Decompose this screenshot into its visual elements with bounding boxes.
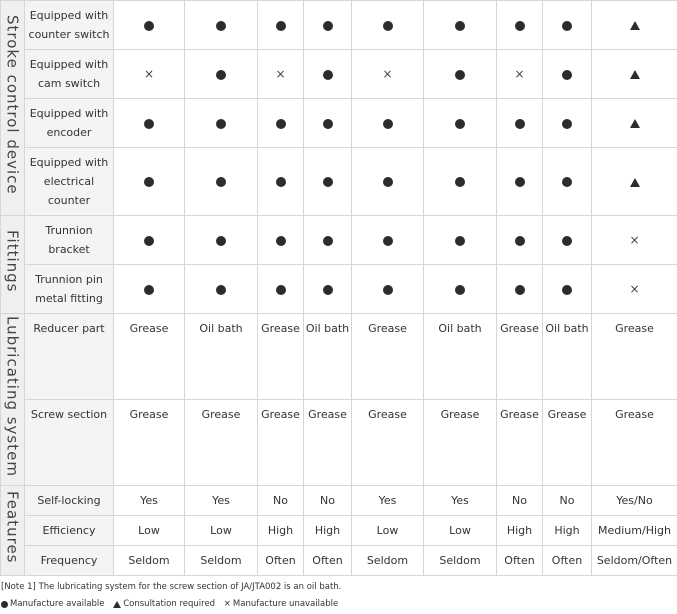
value-cell: Often [543, 546, 592, 576]
dot-icon [216, 119, 226, 129]
dot-icon [562, 21, 572, 31]
legend-available: Manufacture available [10, 599, 105, 609]
table-row [1, 50, 677, 99]
available-cell [258, 1, 304, 50]
table-row [1, 99, 677, 148]
available-cell [352, 265, 424, 314]
cross-icon: × [143, 66, 155, 81]
category-lubricating-system: Lubricating system [1, 314, 25, 486]
dot-icon [383, 177, 393, 187]
value-cell: Grease [258, 400, 304, 486]
table-row [1, 1, 677, 50]
value-cell: High [497, 516, 543, 546]
dot-icon [216, 236, 226, 246]
value-cell: Low [114, 516, 185, 546]
dot-icon [383, 119, 393, 129]
dot-icon [455, 285, 465, 295]
triangle-icon [630, 119, 640, 128]
dot-icon [323, 21, 333, 31]
value-cell: No [304, 486, 352, 516]
value-cell: Oil bath [185, 314, 258, 400]
legend-unavailable: Manufacture unavailable [232, 599, 339, 609]
dot-icon [1, 601, 8, 608]
unavailable-cell [258, 50, 304, 99]
dot-icon [323, 285, 333, 295]
dot-icon [515, 119, 525, 129]
table-row [1, 400, 677, 486]
available-cell [543, 99, 592, 148]
table-row [1, 486, 677, 516]
cross-icon: × [514, 66, 525, 81]
available-cell [352, 99, 424, 148]
table-row [1, 216, 677, 265]
value-cell: Yes [424, 486, 497, 516]
value-cell: High [543, 516, 592, 546]
available-cell [185, 99, 258, 148]
value-cell: Seldom [424, 546, 497, 576]
value-cell: Oil bath [304, 314, 352, 400]
available-cell [424, 50, 497, 99]
available-cell [352, 148, 424, 216]
dot-icon [515, 21, 525, 31]
available-cell [543, 148, 592, 216]
cross-icon: × [223, 599, 231, 609]
row-label: Equipped with encoder [25, 99, 114, 148]
dot-icon [562, 236, 572, 246]
legend [1, 599, 338, 610]
table-row [1, 148, 677, 216]
available-cell [424, 99, 497, 148]
dot-icon [276, 236, 286, 246]
dot-icon [276, 285, 286, 295]
dot-icon [216, 21, 226, 31]
cross-icon: × [629, 232, 640, 247]
dot-icon [276, 177, 286, 187]
available-cell [543, 1, 592, 50]
available-cell [258, 148, 304, 216]
dot-icon [515, 285, 525, 295]
available-cell [352, 1, 424, 50]
available-cell [185, 148, 258, 216]
value-cell: Low [424, 516, 497, 546]
value-cell: Yes [185, 486, 258, 516]
dot-icon [562, 70, 572, 80]
value-cell: Oil bath [424, 314, 497, 400]
available-cell [258, 265, 304, 314]
row-label: Equipped with cam switch [25, 50, 114, 99]
value-cell: Low [185, 516, 258, 546]
dot-icon [455, 119, 465, 129]
row-label: Self-locking [25, 486, 114, 516]
available-cell [114, 216, 185, 265]
triangle-icon [630, 21, 640, 30]
value-cell: Grease [114, 314, 185, 400]
dot-icon [144, 236, 154, 246]
value-cell: Seldom [114, 546, 185, 576]
available-cell [543, 265, 592, 314]
consultation-cell [592, 50, 677, 99]
value-cell: Yes [114, 486, 185, 516]
unavailable-cell [352, 50, 424, 99]
value-cell: Grease [424, 400, 497, 486]
value-cell: Grease [592, 314, 677, 400]
table-row [1, 516, 677, 546]
dot-icon [562, 177, 572, 187]
value-cell: Grease [304, 400, 352, 486]
triangle-icon [630, 70, 640, 79]
unavailable-cell [592, 216, 677, 265]
dot-icon [323, 236, 333, 246]
available-cell [304, 50, 352, 99]
value-cell: Often [497, 546, 543, 576]
dot-icon [276, 119, 286, 129]
dot-icon [144, 177, 154, 187]
value-cell: Seldom [352, 546, 424, 576]
dot-icon [144, 119, 154, 129]
dot-icon [216, 285, 226, 295]
dot-icon [323, 177, 333, 187]
row-label: Reducer part [25, 314, 114, 400]
category-features: Features [1, 486, 25, 576]
available-cell [543, 50, 592, 99]
value-cell: Grease [543, 400, 592, 486]
available-cell [258, 216, 304, 265]
available-cell [424, 265, 497, 314]
dot-icon [455, 70, 465, 80]
value-cell: Seldom/Often [592, 546, 677, 576]
dot-icon [144, 21, 154, 31]
dot-icon [144, 285, 154, 295]
row-label: Trunnion pin metal fitting [25, 265, 114, 314]
available-cell [114, 265, 185, 314]
dot-icon [562, 285, 572, 295]
available-cell [114, 1, 185, 50]
available-cell [497, 1, 543, 50]
value-cell: Yes/No [592, 486, 677, 516]
available-cell [424, 1, 497, 50]
available-cell [543, 216, 592, 265]
value-cell: Grease [497, 400, 543, 486]
value-cell: Grease [592, 400, 677, 486]
row-label: Efficiency [25, 516, 114, 546]
consultation-cell [592, 148, 677, 216]
unavailable-cell [497, 50, 543, 99]
available-cell [304, 99, 352, 148]
available-cell [304, 1, 352, 50]
category-fittings: Fittings [1, 216, 25, 314]
available-cell [497, 216, 543, 265]
value-cell: No [258, 486, 304, 516]
triangle-icon [113, 601, 121, 608]
dot-icon [216, 70, 226, 80]
dot-icon [216, 177, 226, 187]
available-cell [114, 99, 185, 148]
row-label: Screw section [25, 400, 114, 486]
available-cell [497, 148, 543, 216]
unavailable-cell [114, 50, 185, 99]
value-cell: Yes [352, 486, 424, 516]
row-label: Equipped with electrical counter [25, 148, 114, 216]
table-row [1, 314, 677, 400]
available-cell [258, 99, 304, 148]
value-cell: Grease [258, 314, 304, 400]
dot-icon [383, 21, 393, 31]
available-cell [497, 99, 543, 148]
dot-icon [323, 70, 333, 80]
dot-icon [455, 177, 465, 187]
available-cell [185, 50, 258, 99]
available-cell [114, 148, 185, 216]
available-cell [185, 216, 258, 265]
value-cell: Medium/High [592, 516, 677, 546]
dot-icon [455, 236, 465, 246]
dot-icon [455, 21, 465, 31]
value-cell: Grease [114, 400, 185, 486]
row-label: Frequency [25, 546, 114, 576]
value-cell: Low [352, 516, 424, 546]
cross-icon: × [629, 281, 640, 296]
value-cell: Grease [185, 400, 258, 486]
value-cell: No [497, 486, 543, 516]
available-cell [352, 216, 424, 265]
unavailable-cell [592, 265, 677, 314]
cross-icon: × [275, 66, 286, 81]
available-cell [304, 216, 352, 265]
consultation-cell [592, 1, 677, 50]
dot-icon [383, 236, 393, 246]
value-cell: No [543, 486, 592, 516]
table-row [1, 546, 677, 576]
row-label: Equipped with counter switch [25, 1, 114, 50]
available-cell [424, 148, 497, 216]
triangle-icon [630, 178, 640, 187]
value-cell: Grease [352, 400, 424, 486]
dot-icon [276, 21, 286, 31]
available-cell [424, 216, 497, 265]
footnote: [Note 1] The lubricating system for the screw section of JA/JTA002 is an oil bath. [1, 582, 342, 592]
cross-icon: × [382, 66, 393, 81]
table-row [1, 265, 677, 314]
available-cell [185, 265, 258, 314]
value-cell: Seldom [185, 546, 258, 576]
available-cell [497, 265, 543, 314]
value-cell: High [304, 516, 352, 546]
available-cell [304, 265, 352, 314]
available-cell [304, 148, 352, 216]
value-cell: Grease [352, 314, 424, 400]
dot-icon [515, 177, 525, 187]
dot-icon [515, 236, 525, 246]
legend-consultation: Consultation required [123, 599, 216, 609]
dot-icon [383, 285, 393, 295]
value-cell: Grease [497, 314, 543, 400]
value-cell: Oil bath [543, 314, 592, 400]
dot-icon [562, 119, 572, 129]
available-cell [185, 1, 258, 50]
category-stroke-control-device: Stroke control device [1, 1, 25, 216]
value-cell: High [258, 516, 304, 546]
dot-icon [323, 119, 333, 129]
row-label: Trunnion bracket [25, 216, 114, 265]
value-cell: Often [258, 546, 304, 576]
consultation-cell [592, 99, 677, 148]
value-cell: Often [304, 546, 352, 576]
